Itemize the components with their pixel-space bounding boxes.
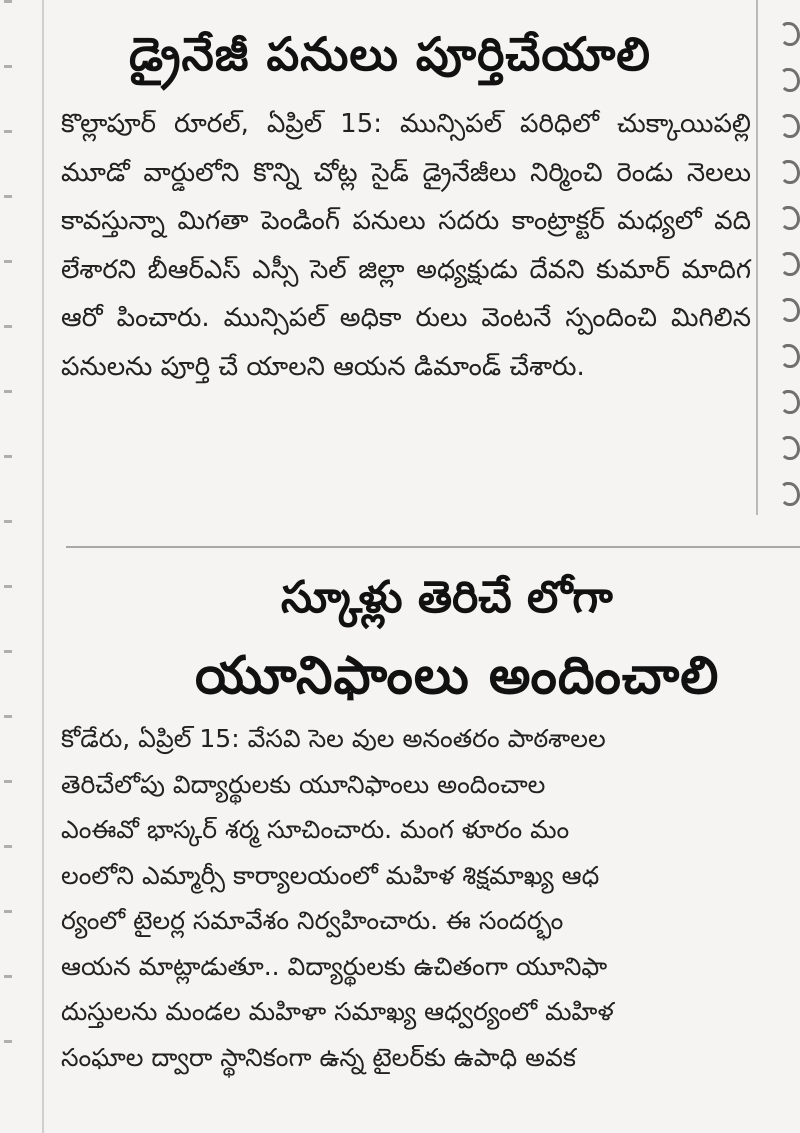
adjacent-column-fragment <box>4 0 14 1133</box>
column-divider <box>756 0 758 515</box>
article-body-line: సంఘాల ద్వారా స్థానికంగా ఉన్న టైలర్‌కు ఉపాధి అవక <box>61 1042 576 1072</box>
article-headline-line1: స్కూళ్లు తెరిచే లోగా <box>281 572 613 623</box>
left-column-rule <box>42 0 44 1133</box>
article-headline: డ్రైనేజీ పనులు పూర్తిచేయాలి <box>129 27 652 81</box>
article-body-line: లంలోని ఎమ్మార్సీ కార్యాలయంలో మహిళ శిక్షమాఖ్య ఆధ <box>61 860 600 890</box>
article-uniforms <box>55 556 800 1133</box>
article-body-line: ఆయన మాట్లాడుతూ.. విద్యార్థులకు ఉచితంగా యూనిఫా <box>61 951 608 981</box>
article-body-line: ఎంఈవో భాస్కర్ శర్మ సూచించారు. మంగ ళూరం మం <box>61 815 570 844</box>
article-drainage <box>55 0 755 518</box>
article-body-line: కోడేరు, ఏప్రిల్ 15: వేసవి సెల వుల అనంతరం పాఠశాలల <box>61 724 606 753</box>
article-body-line: దుస్తులను మండల మహిళా సమాఖ్య ఆధ్వర్యంలో మహిళ <box>61 997 614 1026</box>
article-body: కొల్లాపూర్ రూరల్, ఏప్రిల్ 15: మున్సిపల్ పరిధిలో చుక్కాయిపల్లి మూడో వార్డులోని కొన్ని చోట్ల సైడ్ డ్రైనేజీలు నిర్మించి రెండు నెలలు కావస్తున్నా మిగతా పెండింగ్ పనులు సదరు కాంట్రాక్టర్ మధ్యలో వది లేశారని బీఆర్ఎస్ ఎస్సీ సెల్ జిల్లా అధ్యక్షుడు దేవని కుమార్ మాదిగ ఆరో పించారు. మున్సిపల్ అధికా రులు వెంటనే స్పందించి మిగిలిన పనులను పూర్తి చే యాలని ఆయన డిమాండ్ చేశారు. <box>61 109 751 382</box>
adjacent-column-fragment-right <box>766 0 800 515</box>
article-body-line: ర్యంలో టైలర్ల సమావేశం నిర్వహించారు. ఈ సందర్భం <box>61 906 564 935</box>
article-separator <box>66 546 800 548</box>
article-body <box>61 716 800 1080</box>
article-body-line: తెరిచేలోపు విద్యార్థులకు యూనిఫాంలు అందించాల <box>61 769 546 799</box>
article-headline-line2: యూనిఫాంలు అందించాలి <box>195 646 720 706</box>
